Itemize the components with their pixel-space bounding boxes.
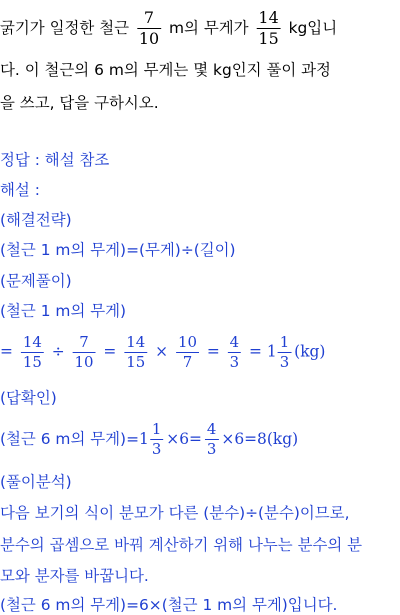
fraction-denominator: 15 <box>126 353 146 371</box>
fraction-numerator: 7 <box>143 8 155 27</box>
question-line-1 <box>0 10 398 47</box>
whole-number: 1 <box>266 342 277 361</box>
fraction-weight <box>256 10 280 47</box>
fraction-numerator: 10 <box>177 333 197 351</box>
fraction <box>228 335 241 370</box>
fraction-numerator: 4 <box>206 420 217 438</box>
times-sign: × <box>155 342 169 361</box>
fraction <box>176 335 199 370</box>
analysis-line-3: 모와 분자를 바꿉니다. <box>0 567 149 585</box>
question-line-2: 다. 이 철근의 6 m의 무게는 몇 kg인지 풀이 과정 <box>0 61 331 79</box>
equals-sign: = <box>206 342 220 361</box>
fraction <box>124 335 147 370</box>
fraction <box>21 335 44 370</box>
equation-prefix: (철근 6 m의 무게)= <box>0 430 140 448</box>
divide-sign: ÷ <box>51 342 65 361</box>
explanation-label: 해설 : <box>0 181 40 199</box>
check-label: (답확인) <box>0 389 57 407</box>
fraction-numerator: 4 <box>229 333 240 351</box>
fraction-denominator: 15 <box>258 29 279 48</box>
fraction <box>73 335 96 370</box>
fraction-denominator: 3 <box>206 440 217 458</box>
fraction <box>205 422 218 457</box>
solution-text: (철근 1 m의 무게) <box>0 302 127 320</box>
fraction <box>150 422 163 457</box>
fraction-numerator: 1 <box>279 333 290 351</box>
answer-line: 정답 : 해설 참조 <box>0 151 110 169</box>
unit: (kg) <box>294 342 326 361</box>
question-line-3: 을 쓰고, 답을 구하시오. <box>0 94 159 112</box>
question-text: kg입니 <box>288 19 338 37</box>
question-text: 굵기가 일정한 철근 <box>0 19 129 37</box>
equation-1 <box>0 335 398 370</box>
fraction-denominator: 10 <box>138 29 160 48</box>
fraction-denominator: 15 <box>22 353 42 371</box>
fraction-numerator: 1 <box>151 420 162 438</box>
fraction-denominator: 7 <box>176 352 199 370</box>
fraction-denominator: 3 <box>151 440 162 458</box>
strategy-label: (해결전략) <box>0 211 72 229</box>
fraction-denominator: 10 <box>74 353 94 371</box>
solution-label: (문제풀이) <box>0 272 72 290</box>
question-text: m의 무게가 <box>169 19 249 37</box>
result: ×6=8(kg) <box>221 430 299 448</box>
fraction-length <box>137 10 161 47</box>
analysis-line-2: 분수의 곱셈으로 바꿔 계산하기 위해 나누는 분수의 분 <box>0 536 363 554</box>
fraction-numerator: 14 <box>126 333 146 351</box>
fraction <box>278 335 291 370</box>
analysis-line-4: (철근 6 m의 무게)=6×(철근 1 m의 무게)입니다. <box>0 596 338 614</box>
strategy-text: (철근 1 m의 무게)=(무게)÷(길이) <box>0 241 236 259</box>
fraction-numerator: 14 <box>258 8 279 27</box>
equals-sign: = <box>249 342 262 361</box>
fraction-numerator: 14 <box>22 333 42 351</box>
times-six: ×6= <box>166 430 202 448</box>
equals-sign: = <box>0 342 13 361</box>
fraction-denominator: 3 <box>229 353 240 371</box>
equation-2 <box>0 422 398 457</box>
analysis-label: (풀이분석) <box>0 473 72 491</box>
whole-number: 1 <box>139 430 149 448</box>
fraction-denominator: 3 <box>279 353 290 371</box>
fraction-numerator: 7 <box>79 333 89 351</box>
analysis-line-1: 다음 보기의 식이 분모가 다른 (분수)÷(분수)이므로, <box>0 504 350 522</box>
equals-sign: = <box>103 342 117 361</box>
